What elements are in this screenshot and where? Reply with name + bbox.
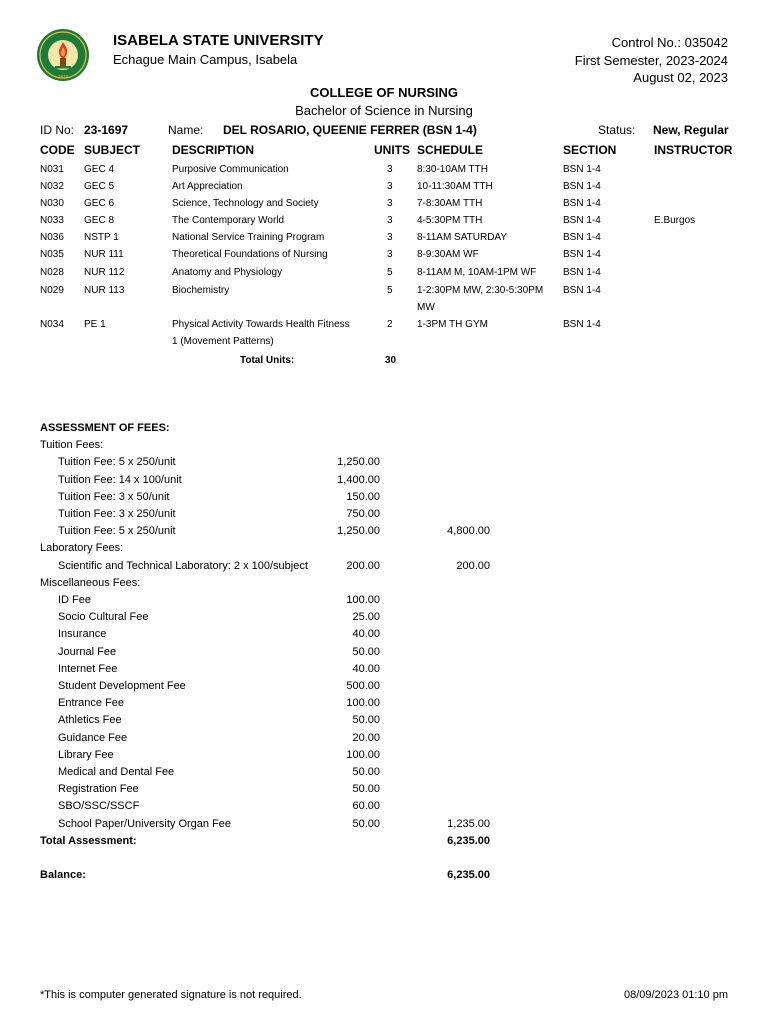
fee-amount: 500.00 <box>346 680 380 692</box>
fees-title: ASSESSMENT OF FEES: <box>40 422 170 434</box>
fee-label: Medical and Dental Fee <box>58 766 175 778</box>
id-label: ID No: <box>40 123 75 137</box>
fee-subtotal: 1,235.00 <box>447 817 490 830</box>
row-code: N034 <box>40 319 64 330</box>
fee-amount: 100.00 <box>346 594 380 606</box>
row-schedule: 4-5:30PM TTH <box>417 215 483 226</box>
row-schedule: 1-3PM TH GYM <box>417 319 488 330</box>
row-units: 3 <box>387 249 393 260</box>
balance-value: 6,235.00 <box>447 869 490 882</box>
row-subject: PE 1 <box>84 319 106 330</box>
fee-amount: 60.00 <box>352 800 380 813</box>
row-schedule: 8-9:30AM WF <box>417 249 479 260</box>
row-subject: GEC 4 <box>84 164 115 175</box>
row-code: N035 <box>40 249 64 260</box>
row-description: Physical Activity Towards Health Fitness <box>172 319 350 330</box>
row-description: Biochemistry <box>172 285 230 296</box>
footer-timestamp: 08/09/2023 01:10 pm <box>624 989 728 1001</box>
fee-label: ID Fee <box>58 594 92 606</box>
fee-label: Library Fee <box>58 748 114 761</box>
row-units: 5 <box>387 285 393 296</box>
table-row <box>0 215 768 232</box>
table-row <box>0 267 768 284</box>
column-header-units: UNITS <box>374 143 410 157</box>
row-code: N036 <box>40 232 64 243</box>
fee-label: Internet Fee <box>58 662 118 675</box>
column-header-subject: SUBJECT <box>84 143 141 157</box>
row-schedule: 10-11:30AM TTH <box>417 181 493 192</box>
row-units: 5 <box>387 267 393 278</box>
fee-amount: 1,250.00 <box>337 456 380 469</box>
description-continuation: 1 (Movement Patterns) <box>172 336 274 347</box>
fee-amount: 50.00 <box>352 817 380 830</box>
row-section: BSN 1-4 <box>563 232 601 243</box>
row-units: 3 <box>387 215 393 226</box>
fee-label: Registration Fee <box>58 783 139 796</box>
fee-label: Scientific and Technical Laboratory: 2 x 100/subject <box>58 559 308 572</box>
table-row <box>0 198 768 215</box>
column-header-section: SECTION <box>563 143 617 157</box>
fee-amount: 1,250.00 <box>337 525 380 538</box>
table-row <box>0 181 768 198</box>
fee-label: Tuition Fee: 14 x 100/unit <box>58 473 182 486</box>
university-name: ISABELA STATE UNIVERSITY <box>113 32 324 49</box>
row-section: BSN 1-4 <box>563 181 601 192</box>
fee-amount: 25.00 <box>352 611 380 624</box>
row-schedule: 7-8:30AM TTH <box>417 198 483 209</box>
row-subject: GEC 5 <box>84 181 115 192</box>
row-units: 2 <box>387 319 393 330</box>
schedule-continuation: MW <box>417 302 435 313</box>
fee-subtotal: 4,800.00 <box>447 525 490 538</box>
column-header-schedule: SCHEDULE <box>417 143 484 157</box>
fee-amount: 50.00 <box>352 766 380 778</box>
row-description: The Contemporary World <box>172 215 285 226</box>
fee-label: Tuition Fee: 3 x 50/unit <box>58 490 170 503</box>
row-description: Theoretical Foundations of Nursing <box>172 249 328 260</box>
fee-amount: 40.00 <box>352 662 380 675</box>
semester: First Semester, 2023-2024 <box>574 53 728 68</box>
row-description: National Service Training Program <box>172 232 325 243</box>
row-schedule: 8:30-10AM TTH <box>417 164 488 175</box>
id-value: 23-1697 <box>84 123 129 137</box>
fee-label: Journal Fee <box>58 645 117 658</box>
university-seal-logo <box>36 28 90 82</box>
status-value: New, Regular <box>653 123 729 137</box>
row-description: Art Appreciation <box>172 181 243 192</box>
fee-label: Socio Cultural Fee <box>58 611 149 624</box>
fee-label: Tuition Fee: 5 x 250/unit <box>58 525 176 538</box>
row-code: N031 <box>40 164 64 175</box>
program-title: Bachelor of Science in Nursing <box>295 103 473 118</box>
tuition-fees-label: Tuition Fees: <box>40 439 104 452</box>
fee-amount: 20.00 <box>352 731 380 744</box>
fee-amount: 100.00 <box>346 748 380 761</box>
balance-label: Balance: <box>40 869 86 882</box>
row-units: 3 <box>387 181 393 192</box>
total-assessment-value: 6,235.00 <box>447 834 490 847</box>
row-schedule: 8-11AM SATURDAY <box>417 232 508 243</box>
fee-label: SBO/SSC/SSCF <box>58 800 140 813</box>
fee-label: Athletics Fee <box>58 714 122 727</box>
fee-amount: 50.00 <box>352 714 380 727</box>
college-title: COLLEGE OF NURSING <box>309 85 459 100</box>
document-date: August 02, 2023 <box>633 70 728 85</box>
row-section: BSN 1-4 <box>563 164 601 175</box>
row-section: BSN 1-4 <box>563 198 601 209</box>
row-instructor: E.Burgos <box>654 215 696 226</box>
column-header-code: CODE <box>40 143 75 157</box>
row-subject: NUR 112 <box>84 267 125 278</box>
fee-label: Insurance <box>58 628 107 641</box>
name-value: DEL ROSARIO, QUEENIE FERRER (BSN 1-4) <box>223 123 477 137</box>
fee-amount: 100.00 <box>346 697 380 710</box>
table-row <box>0 249 768 266</box>
row-units: 3 <box>387 232 393 243</box>
miscellaneous-fees-label: Miscellaneous Fees: <box>40 576 141 589</box>
row-description: Anatomy and Physiology <box>172 267 283 278</box>
row-section: BSN 1-4 <box>563 215 601 226</box>
fee-amount: 750.00 <box>346 508 380 520</box>
table-row <box>0 232 768 249</box>
total-units-label: Total Units: <box>240 355 295 366</box>
name-label: Name: <box>168 123 204 137</box>
row-schedule: 1-2:30PM MW, 2:30-5:30PM <box>417 285 544 296</box>
footer-note: *This is computer generated signature is not required. <box>40 989 302 1001</box>
table-row <box>0 319 768 336</box>
fee-label: Tuition Fee: 3 x 250/unit <box>58 508 176 520</box>
row-description: Purposive Communication <box>172 164 289 175</box>
fee-amount: 150.00 <box>346 490 380 503</box>
row-code: N029 <box>40 285 64 296</box>
row-schedule: 8-11AM M, 10AM-1PM WF <box>417 267 537 278</box>
fee-amount: 50.00 <box>352 645 380 658</box>
row-units: 3 <box>387 164 393 175</box>
row-section: BSN 1-4 <box>563 319 601 330</box>
total-units-value: 30 <box>385 355 397 366</box>
fee-amount: 200.00 <box>346 559 380 572</box>
logo-year: 1978 <box>57 74 69 79</box>
control-number: Control No.: 035042 <box>611 35 728 50</box>
fee-label: Student Development Fee <box>58 680 186 692</box>
row-subject: NUR 113 <box>84 285 125 296</box>
fee-amount: 50.00 <box>352 783 380 796</box>
table-row <box>0 285 768 302</box>
row-subject: GEC 8 <box>84 215 115 226</box>
fee-label: Tuition Fee: 5 x 250/unit <box>58 456 176 469</box>
laboratory-fees-label: Laboratory Fees: <box>40 542 124 555</box>
row-subject: GEC 6 <box>84 198 115 209</box>
row-code: N030 <box>40 198 64 209</box>
row-code: N032 <box>40 181 64 192</box>
row-subject: NSTP 1 <box>84 232 119 243</box>
campus-name: Echague Main Campus, Isabela <box>113 52 298 67</box>
fee-amount: 1,400.00 <box>337 473 380 486</box>
row-section: BSN 1-4 <box>563 267 601 278</box>
column-header-instructor: INSTRUCTOR <box>654 143 733 157</box>
table-row <box>0 164 768 181</box>
total-assessment-label: Total Assessment: <box>40 834 137 847</box>
row-subject: NUR 111 <box>84 249 124 260</box>
row-description: Science, Technology and Society <box>172 198 319 209</box>
fee-subtotal: 200.00 <box>456 559 490 572</box>
row-code: N028 <box>40 267 64 278</box>
fee-label: Entrance Fee <box>58 697 125 710</box>
fee-label: Guidance Fee <box>58 731 128 744</box>
fee-amount: 40.00 <box>352 628 380 641</box>
row-units: 3 <box>387 198 393 209</box>
fee-label: School Paper/University Organ Fee <box>58 817 232 830</box>
column-header-description: DESCRIPTION <box>172 143 255 157</box>
status-label: Status: <box>598 123 636 137</box>
row-section: BSN 1-4 <box>563 285 601 296</box>
row-code: N033 <box>40 215 64 226</box>
row-section: BSN 1-4 <box>563 249 601 260</box>
